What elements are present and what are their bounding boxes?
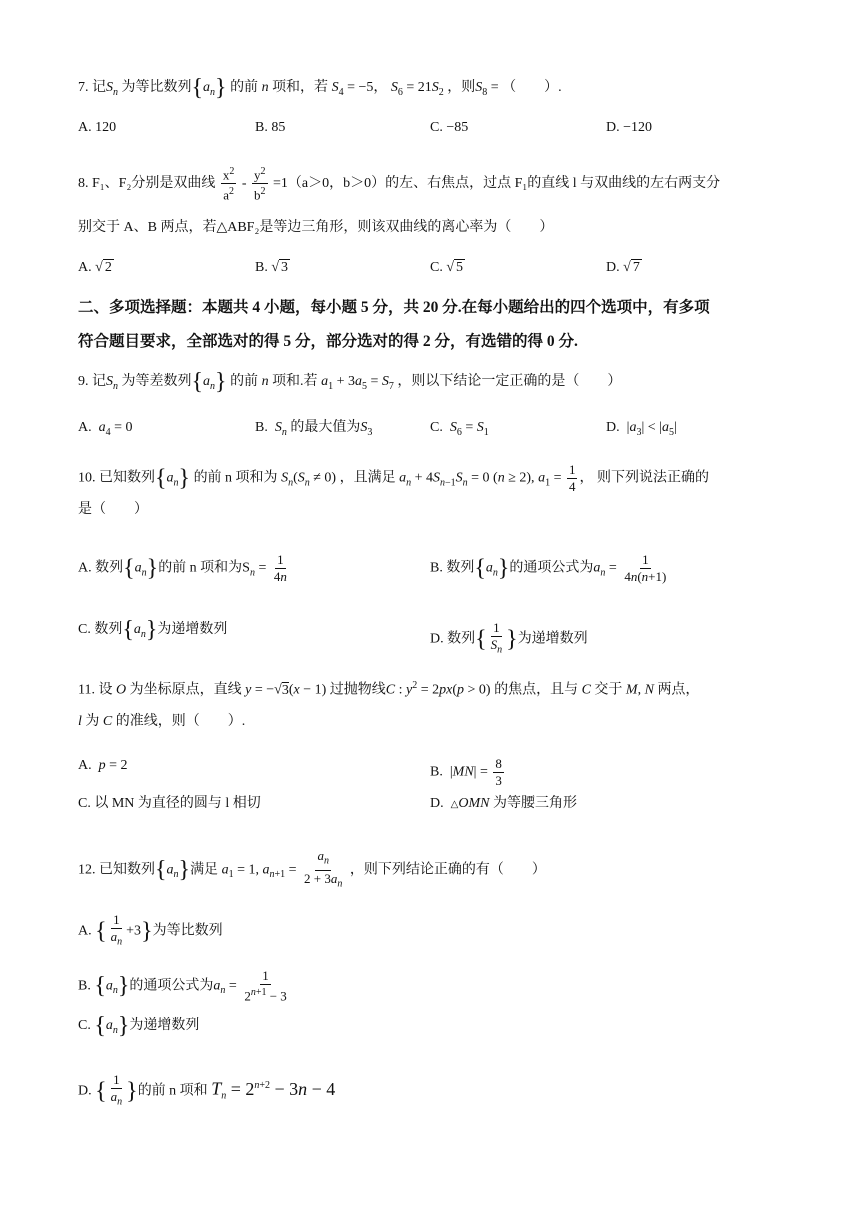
q11-stem-2: l 为 C 的准线，则（ ）. [78, 714, 246, 729]
q9-option-a[interactable]: A. $a_4 = 0$ [78, 420, 133, 438]
q10-option-b[interactable]: B. 数列$\{a_n\}$的通项公式为$a_n$ = $\frac{1}{4n(n+1)}$ [430, 552, 667, 584]
q8-option-a[interactable]: A. √ 2 [78, 260, 112, 275]
q10-option-c[interactable]: C. 数列$\{a_n\}$为递增数列 [78, 617, 228, 643]
q12-option-c[interactable]: C. $\{a_n\}$为递增数列 [78, 1013, 200, 1039]
q11-option-a[interactable]: A. p = 2 [78, 758, 128, 773]
q10-stem-2: 是（ ） [78, 502, 148, 517]
q8-option-d[interactable]: D. √ 7 [606, 260, 640, 275]
q9-option-c[interactable]: C. $S_6 = S_1$ [430, 420, 489, 438]
section-2-heading-2: 符合题目要求，全部选对的得 5 分，部分选对的得 2 分，有选错的得 0 分. [78, 333, 578, 350]
q10-stem: 10. 已知数列$\{a_n\}$ 的前 n 项和为 $S_n(S_n \ne 0)$ ，且满足 $a_n + 4S_{n-1}S_n = 0$ (n ≥ 2), $a_1$ = $\frac{1}{4}$ ， 则下列说法正确的 [78, 462, 709, 494]
q7-stem: 7. 记$S_n$ 为等比数列$\{a_n\}$ 的前 n 项和，若 $S_4 = -5$， $S_6 = 21S_2$ ，则$S_8$ = （ ）. [78, 75, 562, 101]
q12-option-a[interactable]: A. { $\frac{1}{a_n}$ +3}为等比数列 [78, 912, 223, 948]
q7-option-a[interactable]: A. 120 [78, 120, 117, 135]
q8-option-c[interactable]: C. √ 5 [430, 260, 464, 275]
q9-option-b[interactable]: B. $S_n$ 的最大值为$S_3$ [255, 420, 373, 438]
q11-option-d[interactable]: D. △OMN 为等腰三角形 [430, 796, 577, 811]
q10-option-a[interactable]: A. 数列$\{a_n\}$的前 n 项和为$S_n$ = $\frac{1}{4n}$ [78, 552, 287, 584]
q11-stem: 11. 设 O 为坐标原点，直线 y = −√3(x − 1) 过抛物线C : $y^2 = 2px(p > 0)$ 的焦点，且与 C 交于 M, N 两点， [78, 680, 700, 698]
q8-stem-2: 别交于 A、B 两点，若△ABF₂是等边三角形，则该双曲线的离心率为（ ） [78, 220, 554, 235]
q9-stem: 9. 记$S_n$ 为等差数列$\{a_n\}$ 的前 n 项和.若 $a_1 + 3a_5 = S_7$ ，则以下结论一定正确的是（ ） [78, 369, 622, 395]
q7-option-b[interactable]: B. 85 [255, 120, 286, 135]
q9-option-d[interactable]: D. $|a_3| < |a_5|$ [606, 420, 677, 438]
q7-option-d[interactable]: D. −120 [606, 120, 653, 135]
q8-stem: 8. F₁、F₂分别是双曲线 $\frac{x^2}{a^2}$ - $\frac{y^2}{b^2}$ =1（a＞0，b＞0）的左、右焦点，过点 F₁的直线 l 与双曲线的左右两支分 [78, 166, 721, 203]
q11-option-c[interactable]: C. 以 MN 为直径的圆与 l 相切 [78, 796, 261, 811]
q10-option-d[interactable]: D. 数列{ $\frac{1}{S_n}$ }为递增数列 [430, 620, 588, 656]
section-2-heading: 二、多项选择题：本题共 4 小题，每小题 5 分，共 20 分.在每小题给出的四个选项中，有多项 [78, 299, 710, 316]
q11-option-b[interactable]: B. |MN| = $\frac{8}{3}$ [430, 756, 502, 788]
q12-option-b[interactable]: B. $\{a_n\}$的通项公式为$a_n$ = $\frac{1}{2^{n+1} - 3}$ [78, 968, 287, 1004]
q8-option-b[interactable]: B. √ 3 [255, 260, 289, 275]
q12-option-d[interactable]: D. { $\frac{1}{a_n}$ }的前 n 项和 $T_n = 2^{n+2} - 3n - 4$ [78, 1072, 336, 1108]
q7-option-c[interactable]: C. −85 [430, 120, 469, 135]
q12-stem: 12. 已知数列$\{a_n\}$满足 $a_1 = 1$, $a_{n+1}$ = $\frac{a_n}{2 + 3a_n}$ ，则下列结论正确的有（ ） [78, 848, 546, 890]
